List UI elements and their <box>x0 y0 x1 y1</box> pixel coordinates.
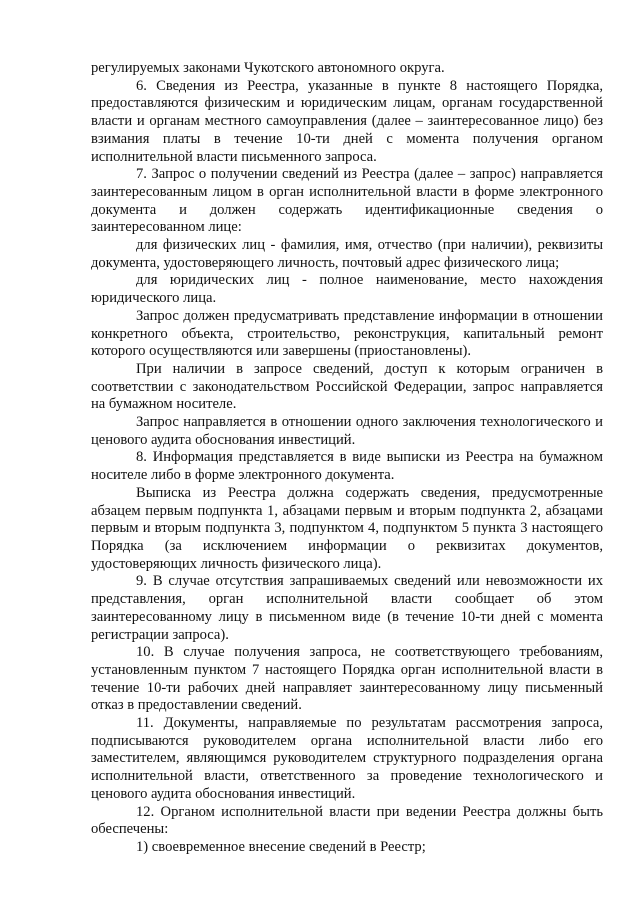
paragraph-item-8: 8. Информация представляется в виде выписки из Реестра на бумажном носителе либо в форме электронного документа. <box>91 449 603 484</box>
paragraph-legal-entities: для юридических лиц - полное наименование, место нахождения юридического лица. <box>91 272 603 307</box>
paragraph-item-7: 7. Запрос о получении сведений из Реестра (далее – запрос) направляется заинтересованным лицом в орган исполнительной власти в форме электронного документа и должен содержать идентификационные сведения о заинтересованном лице: <box>91 166 603 236</box>
document-body <box>91 60 603 857</box>
paragraph-request-object: Запрос должен предусматривать представление информации в отношении конкретного объекта, строительство, реконструкция, капитальный ремонт которого осуществляются или завершены (приостановлены). <box>91 307 603 360</box>
paragraph-extract-contents: Выписка из Реестра должна содержать сведения, предусмотренные абзацем первым подпункта 1, абзацами первым и вторым подпункта 2, абзацами первым и вторым подпункта 3, подпунктом 4, подпунктом 5 пункта 3 настоящего Порядка (за исключением информации о реквизитах документов, удостоверяющих личность физического лица). <box>91 484 603 572</box>
paragraph-item-6: 6. Сведения из Реестра, указанные в пункте 8 настоящего Порядка, предоставляются физическим и юридическим лицам, органам государственной власти и органам местного самоуправления (далее – заинтересованное лицо) без взимания платы в течение 10-ти дней с момента получения органом исполнительной власти письменного запроса. <box>91 77 603 165</box>
paragraph-item-9: 9. В случае отсутствия запрашиваемых сведений или невозможности их представления, орган исполнительной власти сообщает об этом заинтересованному лицу в письменном виде (в течение 10-ти дней с момента регистрации запроса). <box>91 573 603 643</box>
paragraph-subitem-1: 1) своевременное внесение сведений в Реестр; <box>136 838 426 855</box>
paragraph-continuation: регулируемых законами Чукотского автономного округа. <box>91 60 445 76</box>
paragraph-single-conclusion: Запрос направляется в отношении одного заключения технологического и ценового аудита обоснования инвестиций. <box>91 414 603 448</box>
paragraph-item-10: 10. В случае получения запроса, не соответствующего требованиям, установленным пунктом 7 настоящего Порядка орган исполнительной власти в течение 10-ти рабочих дней направляет заинтересованному лицу письменный отказ в предоставлении сведений. <box>91 644 603 714</box>
paragraph-individuals: для физических лиц - фамилия, имя, отчество (при наличии), реквизиты документа, удостоверяющего личность, почтовый адрес физического лица; <box>91 237 603 271</box>
paragraph-item-12: 12. Органом исполнительной власти при ведении Реестра должны быть обеспечены: <box>91 803 603 838</box>
paragraph-item-11: 11. Документы, направляемые по результатам рассмотрения запроса, подписываются руководителем органа исполнительной власти либо его заместителем, являющимся руководителем структурного подразделения органа исполнительной власти, ответственного за проведение технологического и ценового аудита обоснования инвестиций. <box>91 715 603 802</box>
paragraph-restricted-info: При наличии в запросе сведений, доступ к которым ограничен в соответствии с законодательством Российской Федерации, запрос направляется на бумажном носителе. <box>91 360 603 413</box>
